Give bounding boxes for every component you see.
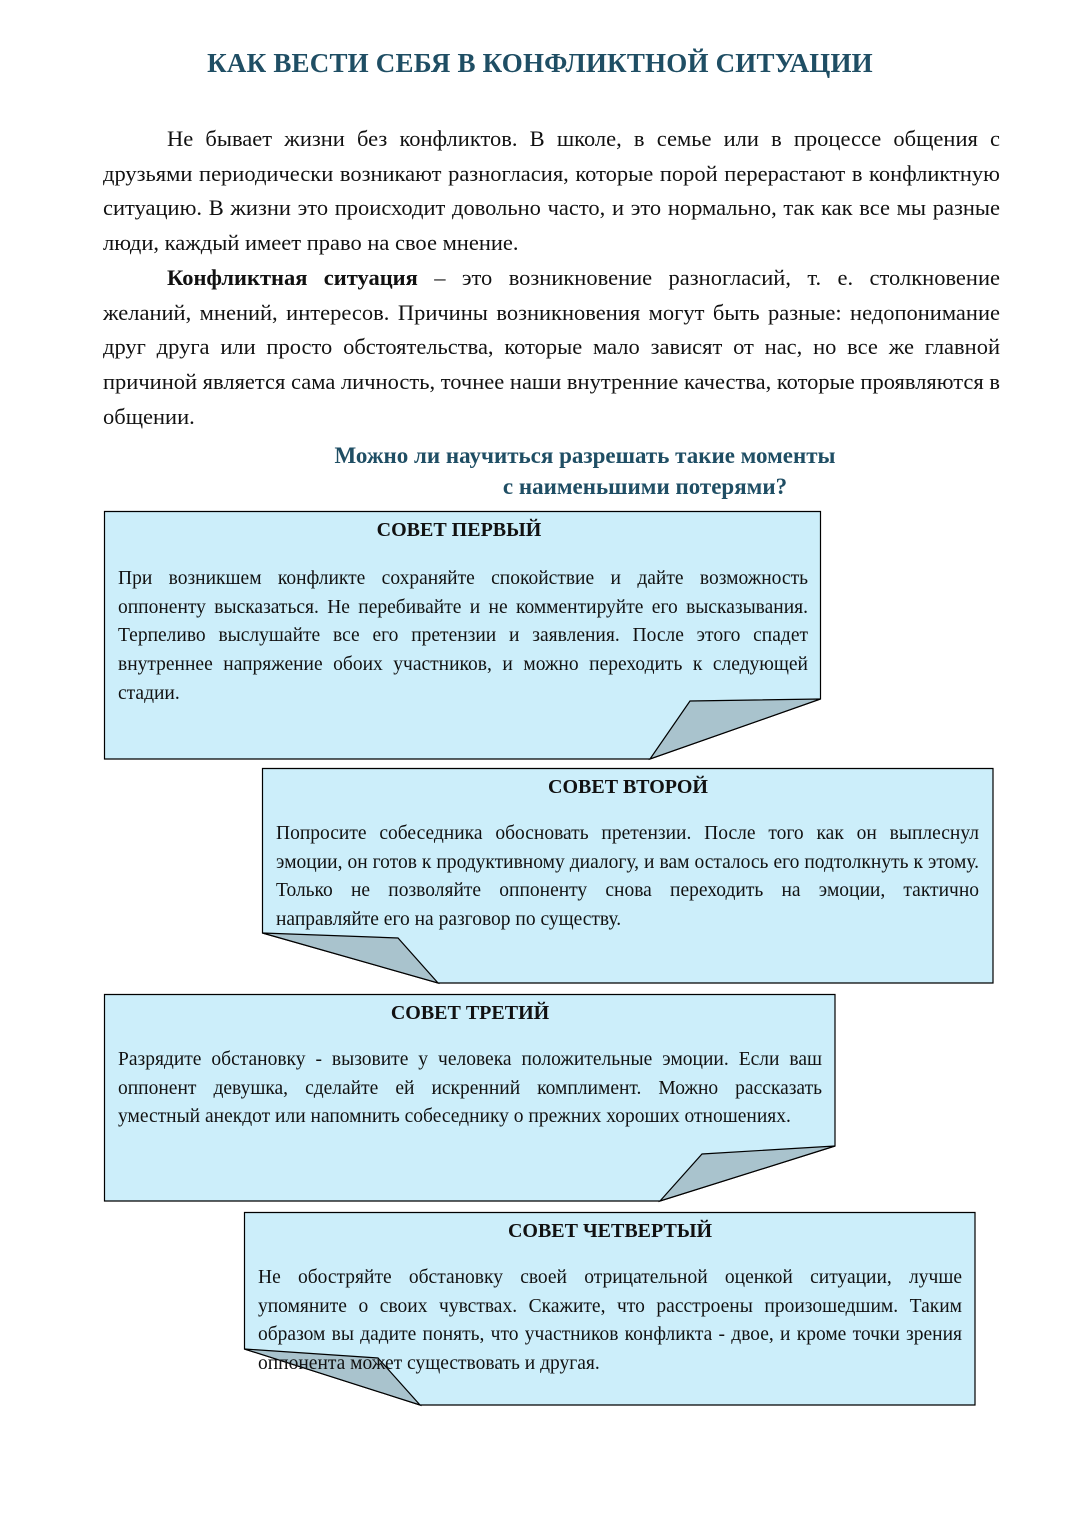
- page-title: КАК ВЕСТИ СЕБЯ В КОНФЛИКТНОЙ СИТУАЦИИ: [207, 48, 873, 78]
- tip-text-4: Не обостряйте обстановку своей отрицательной оценкой ситуации, лучше упомяните о своих чувствах. Скажите, что расстроены произошедшим. Таким образом вы дадите понять, что участников конфликта - двое, и кроме точки зрения оппонента может существовать и другая.: [258, 1267, 962, 1375]
- tip-text-1: При возникшем конфликте сохраняйте спокойствие и дайте возможность оппоненту высказаться. Не перебивайте и не комментируйте его высказывания. Терпеливо выслушайте все его претензии и заявления. После этого спадет внутреннее напряжение обоих участников, и можно переходить к следующей стадии.: [118, 568, 808, 704]
- tip-card-1: [104, 511, 822, 760]
- question-heading: [250, 440, 920, 502]
- question-line-1: Можно ли научиться разрешать такие моменты: [334, 443, 836, 468]
- tip-text-3: Разрядите обстановку - вызовите у человека положительные эмоции. Если ваш оппонент девушка, сделайте ей искренний комплимент. Можно рассказать уместный анекдот или напомнить собеседнику о прежних хороших отношениях.: [118, 1049, 822, 1128]
- tip-heading-2: СОВЕТ ВТОРОЙ: [548, 776, 708, 798]
- tip-card-4: [244, 1212, 976, 1406]
- tip-heading-3: СОВЕТ ТРЕТИЙ: [390, 1002, 550, 1024]
- tip-heading-1: СОВЕТ ПЕРВЫЙ: [376, 519, 542, 541]
- term-conflict-situation: Конфликтная ситуация: [167, 264, 418, 290]
- tip-heading-4: СОВЕТ ЧЕТВЕРТЫЙ: [507, 1220, 713, 1242]
- intro-paragraph-2-text: – это возникновение разногласий, т. е. столкновение желаний, мнений, интересов. Причины возникновения могут быть разные: недопонимание друг друга или просто обстоятельства, которые мало зависят от нас, но все же главной причиной является сама личность, точнее наши внутренние качества, которые проявляются в общении.: [103, 264, 1000, 429]
- intro-paragraph-1: Не бывает жизни без конфликтов. В школе, в семье или в процессе общения с друзьями периодически возникают разногласия, которые порой перерастают в конфликтную ситуацию. В жизни это происходит довольно часто, и это нормально, так как все мы разные люди, каждый имеет право на свое мнение.: [103, 126, 1000, 256]
- tip-card-2: [262, 768, 994, 984]
- question-line-2: с наименьшими потерями?: [502, 474, 788, 499]
- intro-paragraph-2: [103, 261, 1000, 435]
- tip-text-2: Попросите собеседника обосновать претензии. После того как он выплеснул эмоции, он готов к продуктивному диалогу, и вам осталось его подтолкнуть к этому. Только не позволяйте оппоненту снова переходить на эмоции, тактично направляйте его на разговор по существу.: [276, 823, 979, 931]
- tip-card-3: [104, 994, 836, 1202]
- intro-text: [103, 122, 1000, 434]
